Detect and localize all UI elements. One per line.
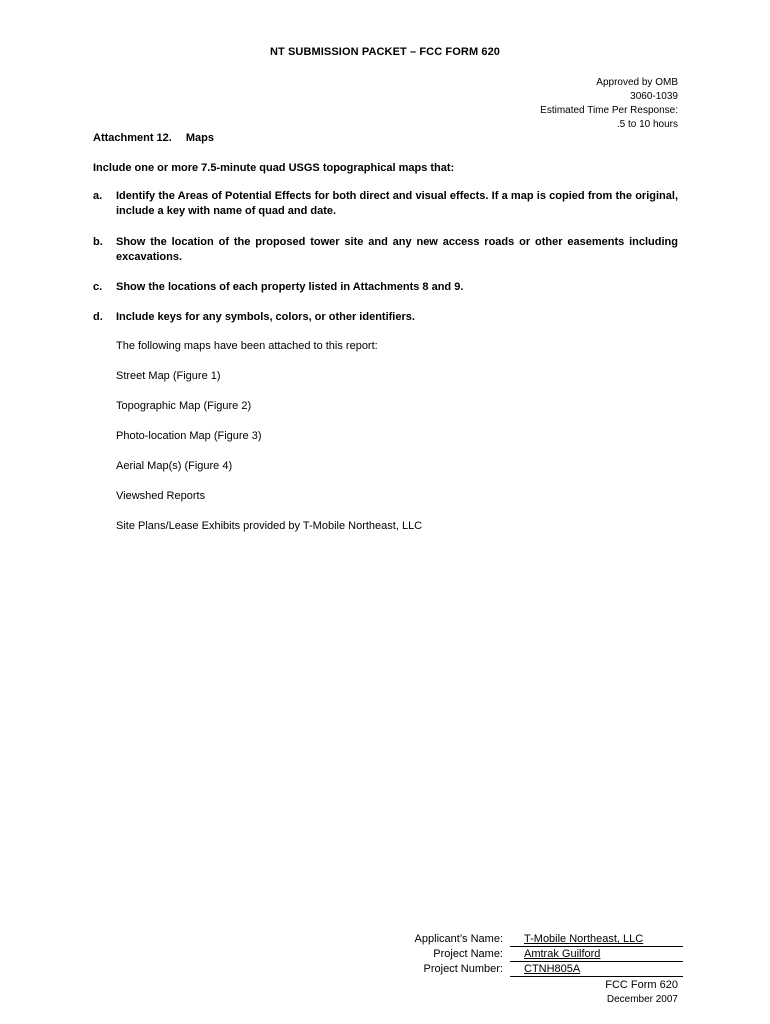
omb-approval: Approved by OMB (596, 77, 678, 88)
attachment-heading (93, 132, 214, 144)
attached-item: Site Plans/Lease Exhibits provided by T-Mobile Northeast, LLC (116, 520, 423, 532)
omb-time-value: .5 to 10 hours (616, 119, 678, 130)
item-text: Show the locations of each property listed in Attachments 8 and 9. (116, 281, 464, 293)
project-number: CTNH805A (524, 963, 581, 975)
item-text: Identify the Areas of Potential Effects for both direct and visual effects. If a map is copied from the original, include a key with name of quad and date. (116, 190, 678, 217)
attachment-number: Attachment 12. (93, 132, 172, 144)
attached-item: Street Map (Figure 1) (116, 370, 221, 382)
attached-item: Aerial Map(s) (Figure 4) (116, 460, 233, 472)
omb-time-label: Estimated Time Per Response: (540, 105, 678, 116)
page-title: NT SUBMISSION PACKET – FCC FORM 620 (269, 46, 501, 58)
item-letter: d. (93, 311, 103, 323)
attachment-name: Maps (185, 132, 214, 144)
project-number-value (510, 963, 683, 977)
list-item (93, 189, 678, 219)
attached-intro: The following maps have been attached to this report: (116, 340, 378, 352)
item-letter: c. (93, 281, 103, 293)
intro-text: Include one or more 7.5-minute quad USGS topographical maps that: (93, 162, 455, 174)
item-letter: a. (93, 190, 103, 202)
project-number-label: Project Number: (423, 963, 503, 975)
omb-number: 3060-1039 (630, 91, 678, 102)
item-text: Include keys for any symbols, colors, or other identifiers. (116, 311, 415, 323)
attached-item: Viewshed Reports (116, 490, 206, 502)
omb-block (540, 76, 678, 132)
item-text: Show the location of the proposed tower site and any new access roads or other easements including excavations. (116, 236, 678, 263)
form-date: December 2007 (606, 994, 678, 1005)
applicant-name: T-Mobile Northeast, LLC (524, 933, 644, 945)
list-item (93, 310, 678, 325)
project-name-label: Project Name: (433, 948, 503, 960)
item-letter: b. (93, 236, 103, 248)
list-item (93, 235, 678, 265)
list-item (93, 280, 678, 295)
project-name: Amtrak Guilford (524, 948, 601, 960)
attached-item: Photo-location Map (Figure 3) (116, 430, 262, 442)
applicant-value (510, 933, 683, 947)
form-name: FCC Form 620 (605, 979, 678, 991)
project-name-value (510, 948, 683, 962)
attached-item: Topographic Map (Figure 2) (116, 400, 252, 412)
applicant-label: Applicant’s Name: (414, 933, 503, 945)
